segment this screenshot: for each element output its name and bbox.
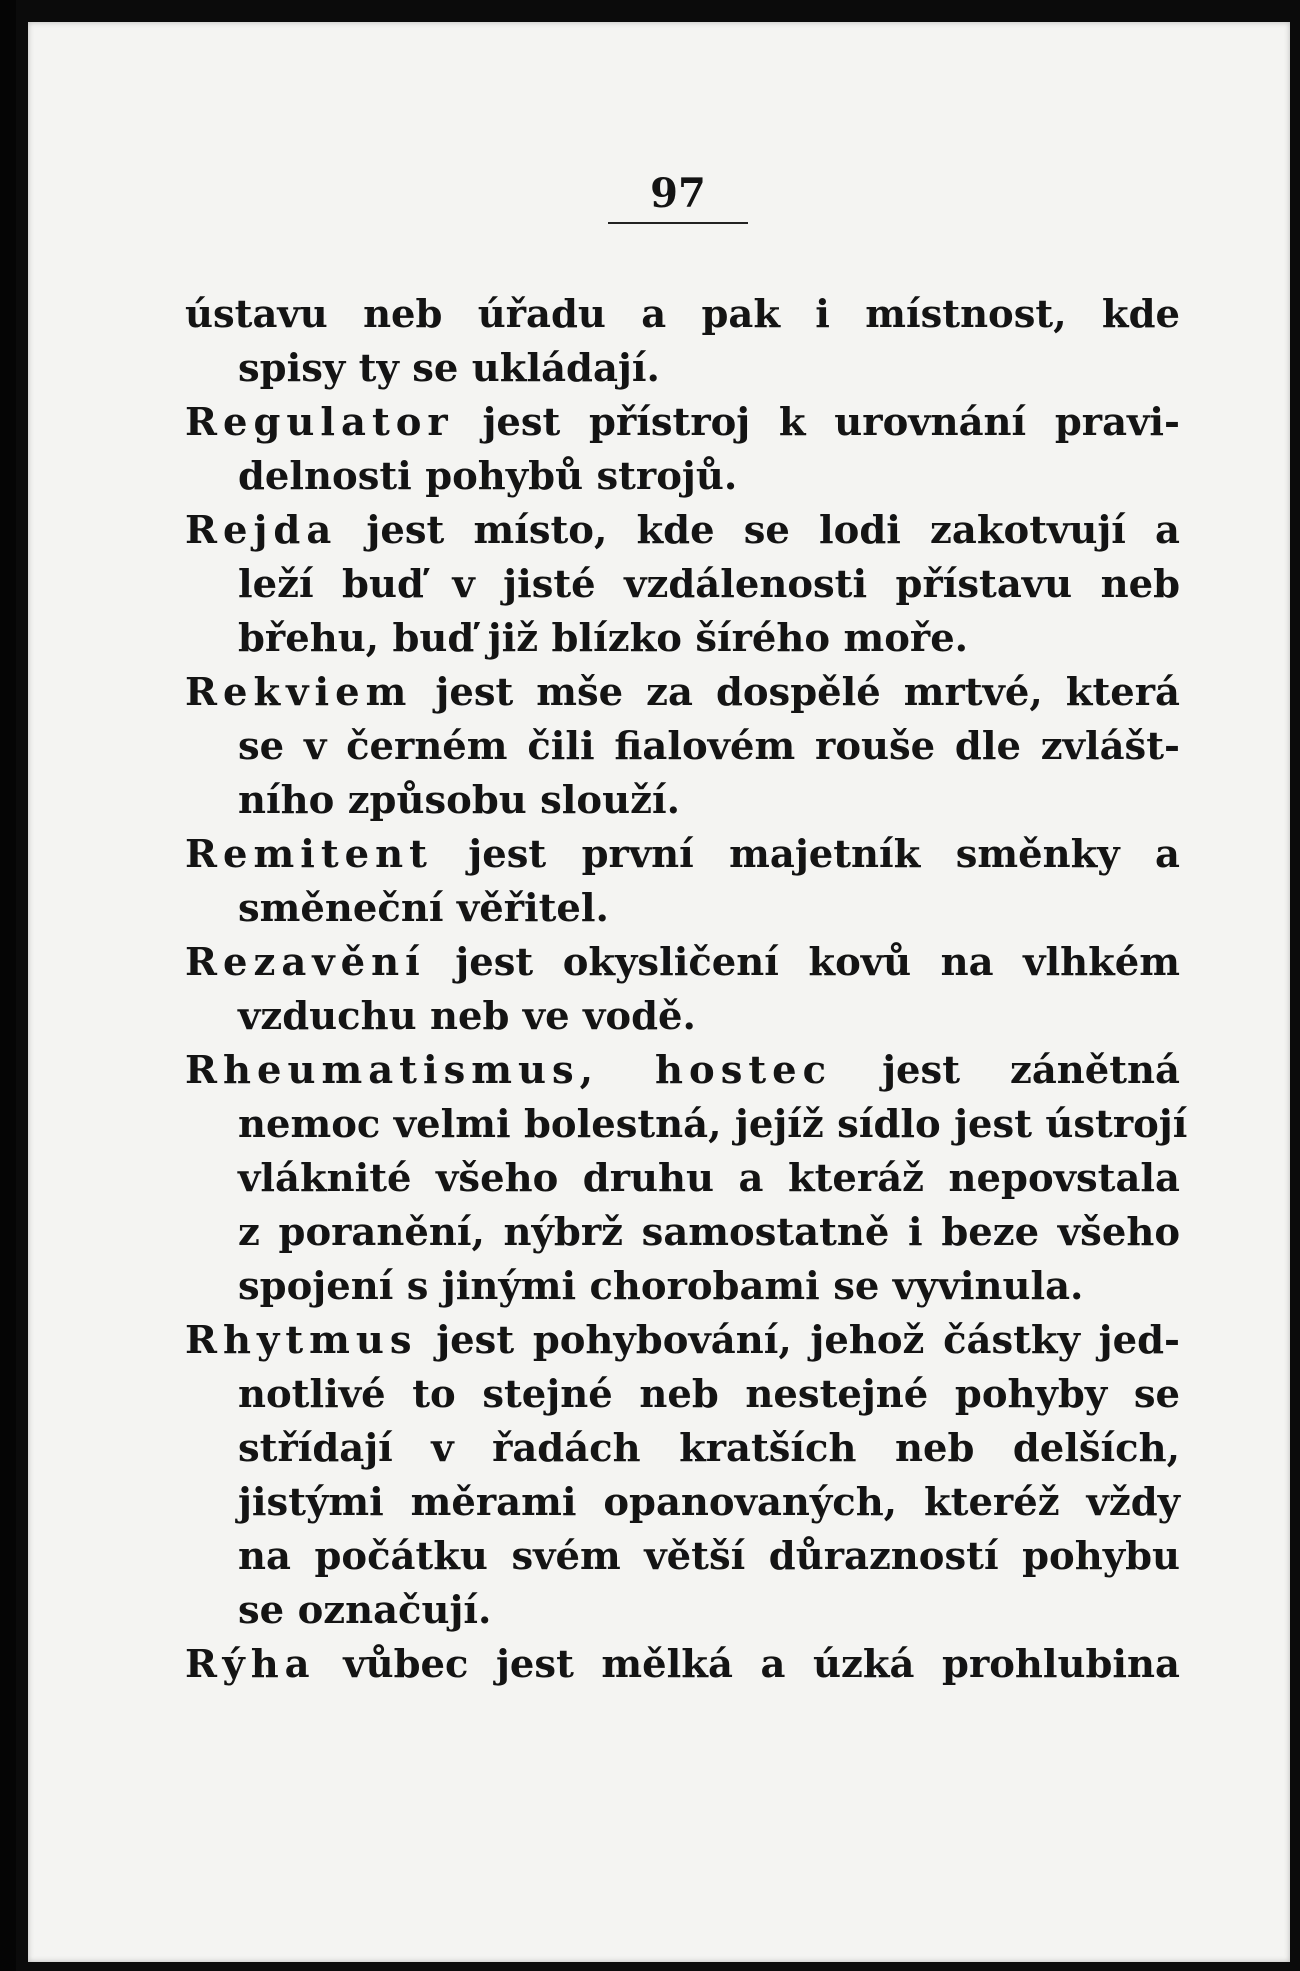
entry-rezaveni: Rezavění jest okysličení kovů na vlhkém	[185, 940, 1180, 985]
entry-term: Remitent	[185, 832, 433, 877]
book-spine	[0, 0, 16, 1971]
text-line: nemoc velmi bolestná, jejíž sídlo jest ústrojí	[238, 1102, 1188, 1147]
entry-term: Regulator	[185, 400, 454, 445]
text-line: spojení s jinými chorobami se vyvinula.	[238, 1264, 1084, 1309]
text-line: jistými měrami opanovaných, kteréž vždy	[238, 1480, 1180, 1525]
entry-rekviem: Rekviem jest mše za dospělé mrtvé, která	[185, 670, 1180, 715]
text-line: se v černém čili fialovém rouše dle zvlášt-	[238, 724, 1180, 769]
entry-rhytmus: Rhytmus jest pohybování, jehož částky jed-	[185, 1318, 1180, 1363]
text-line: střídají v řadách kratších neb delších,	[238, 1426, 1180, 1471]
entry-term: Rheumatismus, hostec	[185, 1048, 833, 1093]
entry-term: Rekviem	[185, 670, 413, 715]
text-line: ústavu neb úřadu a pak i místnost, kde	[185, 292, 1180, 337]
text-line: břehu, buď již blízko šírého moře.	[238, 616, 969, 661]
text-line: leží buď v jisté vzdálenosti přístavu neb	[238, 562, 1180, 607]
text-line: na počátku svém větší důrazností pohybu	[238, 1534, 1180, 1579]
text-line: spisy ty se ukládají.	[238, 346, 660, 391]
entry-term: Rýha	[185, 1642, 316, 1687]
entry-term: Rejda	[185, 508, 338, 553]
page-body	[185, 288, 1188, 1692]
entry-rheumatismus: Rheumatismus, hostec jest zánětná	[185, 1048, 1180, 1093]
text-line: ního způsobu slouží.	[238, 778, 680, 823]
text-line: vzduchu neb ve vodě.	[238, 994, 696, 1039]
entry-regulator: Regulator jest přístroj k urovnání pravi-	[185, 400, 1180, 445]
entry-ryha: Rýha vůbec jest mělká a úzká prohlubina	[185, 1642, 1180, 1687]
text-line: se označují.	[238, 1588, 492, 1633]
entry-remitent: Remitent jest první majetník směnky a	[185, 832, 1180, 877]
text-line: notlivé to stejné neb nestejné pohyby se	[238, 1372, 1180, 1417]
page-header	[608, 172, 748, 224]
text-line: směneční věřitel.	[238, 886, 609, 931]
page-number-rule	[608, 222, 748, 224]
page-number: 97	[650, 170, 706, 217]
text-line: z poranění, nýbrž samostatně i beze všeho	[238, 1210, 1180, 1255]
text-line: delnosti pohybů strojů.	[238, 454, 738, 499]
entry-term: Rhytmus	[185, 1318, 418, 1363]
text-line: vláknité všeho druhu a kteráž nepovstala	[238, 1156, 1180, 1201]
entry-term: Rezavění	[185, 940, 426, 985]
entry-rejda: Rejda jest místo, kde se lodi zakotvují a	[185, 508, 1180, 553]
